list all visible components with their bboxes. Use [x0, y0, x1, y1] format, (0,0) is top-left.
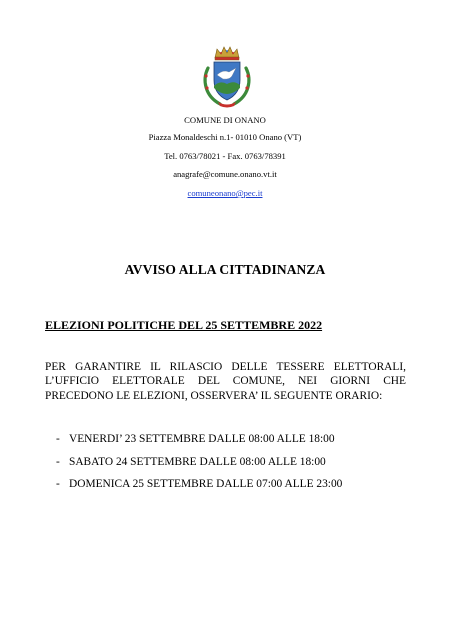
- comune-name: COMUNE DI ONANO: [184, 115, 266, 125]
- schedule-item: [45, 432, 425, 455]
- schedule-list: [45, 432, 425, 500]
- schedule-text: DOMENICA 25 SETTEMBRE DALLE 07:00 ALLE 23:00: [69, 478, 343, 490]
- schedule-text: SABATO 24 SETTEMBRE DALLE 08:00 ALLE 18:00: [69, 455, 326, 468]
- notice-subject: ELEZIONI POLITICHE DEL 25 SETTEMBRE 2022: [45, 318, 323, 332]
- schedule-item: [45, 477, 425, 500]
- coat-of-arms-icon: [198, 44, 256, 108]
- list-bullet: -: [56, 433, 60, 445]
- pec-link[interactable]: comuneonano@pec.it: [187, 188, 263, 198]
- body-line: L’UFFICIO ELETTORALE DEL COMUNE, NEI GIORNI CHE: [45, 375, 406, 388]
- body-line: PER GARANTIRE IL RILASCIO DELLE TESSERE ELETTORALI,: [45, 361, 406, 373]
- list-bullet: -: [56, 478, 60, 490]
- list-bullet: -: [56, 455, 60, 468]
- schedule-item: [45, 455, 425, 478]
- notice-title: AVVISO ALLA CITTADINANZA: [124, 262, 326, 277]
- comune-phone-fax: Tel. 0763/78021 - Fax. 0763/78391: [164, 151, 286, 161]
- comune-email: anagrafe@comune.onano.vt.it: [173, 169, 277, 179]
- schedule-text: VENERDI’ 23 SETTEMBRE DALLE 08:00 ALLE 18:00: [69, 433, 335, 445]
- body-line: PRECEDONO LE ELEZIONI, OSSERVERA’ IL SEGUENTE ORARIO:: [45, 389, 383, 402]
- pec-row: [0, 188, 450, 199]
- notice-body: [45, 360, 406, 403]
- comune-address: Piazza Monaldeschi n.1- 01010 Onano (VT): [148, 132, 302, 142]
